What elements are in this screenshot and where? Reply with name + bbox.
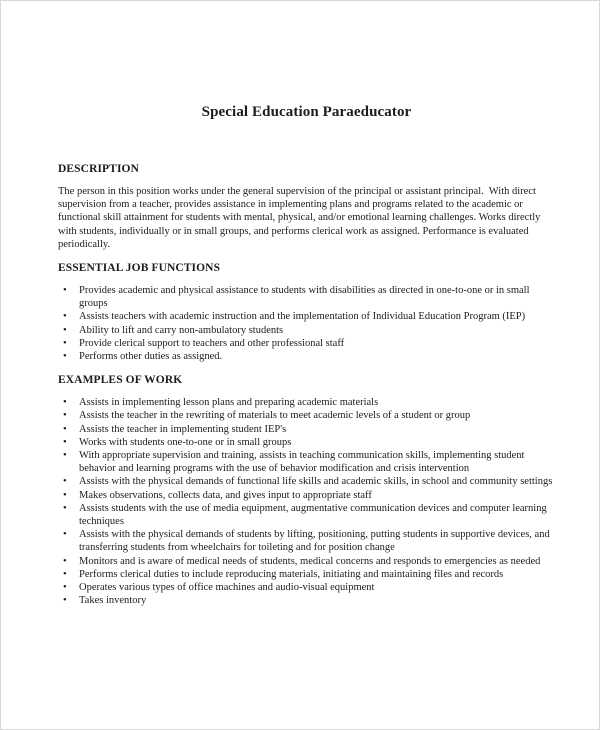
section-essential-job-functions <box>58 261 555 363</box>
list-item: • Provides academic and physical assistance to students with disabilities as directed in one-to-one or in small groups <box>58 284 555 310</box>
list-item: • Takes inventory <box>58 594 555 607</box>
essential-job-functions-list <box>58 284 555 363</box>
examples-of-work-list <box>58 396 555 607</box>
list-item: • Makes observations, collects data, and gives input to appropriate staff <box>58 489 555 502</box>
section-description <box>58 162 555 251</box>
list-item: • Assists with the physical demands of students by lifting, positioning, putting students in supportive devices, and transferring students from wheelchairs for toileting and for position change <box>58 528 555 554</box>
list-item: • Monitors and is aware of medical needs of students, medical concerns and responds to emergencies as needed <box>58 555 555 568</box>
list-item: • Performs clerical duties to include reproducing materials, initiating and maintaining files and records <box>58 568 555 581</box>
document-content <box>1 102 599 607</box>
list-item: • Assists students with the use of media equipment, augmentative communication devices and computer learning techniques <box>58 502 555 528</box>
list-item: • Works with students one-to-one or in small groups <box>58 436 555 449</box>
section-heading-description: DESCRIPTION <box>58 163 139 175</box>
list-item: • With appropriate supervision and training, assists in teaching communication skills, implementing student behavior and learning programs with the use of behavior modification and crisis intervention <box>58 449 555 475</box>
list-item: • Operates various types of office machines and audio-visual equipment <box>58 581 555 594</box>
section-examples-of-work <box>58 373 555 607</box>
list-item: • Ability to lift and carry non-ambulatory students <box>58 324 555 337</box>
list-item: • Assists in implementing lesson plans and preparing academic materials <box>58 396 555 409</box>
list-item: • Assists teachers with academic instruction and the implementation of Individual Education Program (IEP) <box>58 310 555 323</box>
document-title: Special Education Paraeducator <box>201 104 412 120</box>
list-item: • Provide clerical support to teachers and other professional staff <box>58 337 555 350</box>
section-heading-essential-job-functions: ESSENTIAL JOB FUNCTIONS <box>58 262 221 275</box>
section-heading-examples-of-work: EXAMPLES OF WORK <box>58 374 183 387</box>
list-item: • Performs other duties as assigned. <box>58 350 555 363</box>
list-item: • Assists the teacher in implementing student IEP's <box>58 423 555 436</box>
list-item: • Assists the teacher in the rewriting of materials to meet academic levels of a student or group <box>58 409 555 422</box>
description-paragraph: The person in this position works under the general supervision of the principal or assistant principal. With direct supervision from a teacher, provides assistance in implementing plans and programs related to the academic or functional skill attainment for students with mental, physical, and/or emotional learning challenges. Works directly with students, individually or in small groups, and performs clerical work as assigned. Performance is evaluated periodically. <box>58 186 544 250</box>
list-item: • Assists with the physical demands of functional life skills and academic skills, in school and community settings <box>58 475 555 488</box>
